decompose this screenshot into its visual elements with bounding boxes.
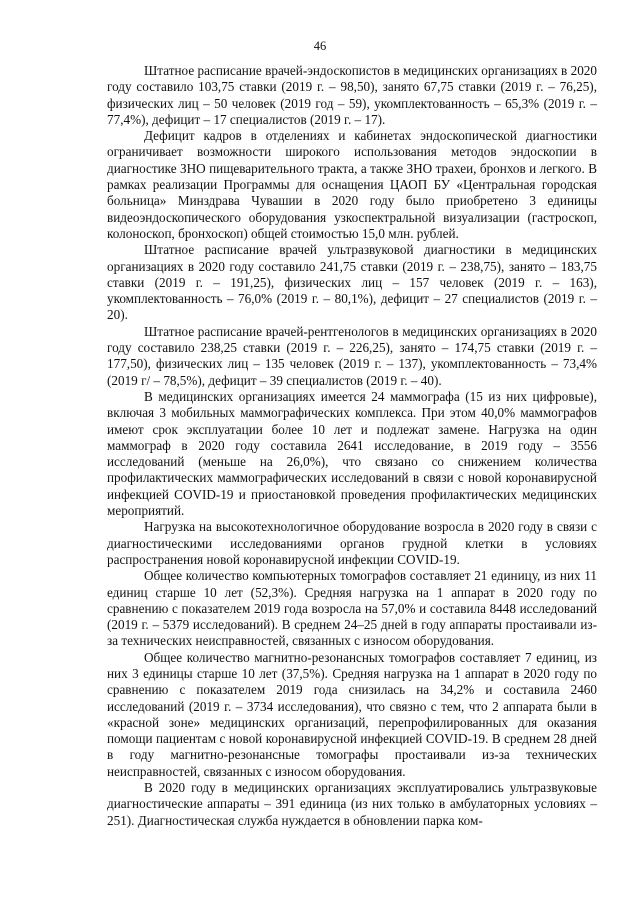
paragraph-mammographs: В медицинских организациях имеется 24 маммографа (15 из них цифровые), включая 3 мобильных маммографических комплекса. При этом 40,0% маммографов имеют срок эксплуатации более 10 лет и подлежат замене. Нагрузка на один маммограф в 2020 году составила 2641 исследование, в 2019 году – 3556 исследований (меньше на 26,0%), что связано со снижением количества профилактических маммографических исследований в связи с новой коронавирусной инфекцией COVID-19 и приостановкой проведения профилактических медицинских мероприятий. (107, 388, 597, 519)
paragraph-ultrasound-staffing: Штатное расписание врачей ультразвуковой диагностики в медицинских организациях в 2020 году составило 241,75 ставки (2019 г. – 238,75), занято – 183,75 ставки (2019 г. – 191,25), физических лиц – 157 человек (2019 г. – 163), укомплектованность – 76,0% (2019 г. – 80,1%), дефицит – 27 специалистов (2019 г. – 20). (107, 242, 597, 323)
paragraph-mri-scanners: Общее количество магнитно-резонансных томографов составляет 7 единиц, из них 3 единицы старше 10 лет (37,5%). Средняя нагрузка на 1 аппарат в 2020 году по сравнению с показателем 2019 года снизилась на 34,2% и составила 2460 исследований (2019 г. – 3734 исследования), что связно с тем, что 2 аппарата были в «красной зоне» медицинских организаций, перепрофилированных для оказания помощи пациентам с новой коронавирусной инфекцией COVID-19. В среднем 28 дней в году магнитно-резонансные томографы простаивали из-за технических неисправностей, связанных с износом оборудования. (107, 649, 597, 779)
paragraph-radiologists-staffing: Штатное расписание врачей-рентгенологов в медицинских организациях в 2020 году составило 238,25 ставки (2019 г. – 226,25), занято – 174,75 ставки (2019 г. – 177,50), физических лиц – 135 человек (2019 г. – 137), укомплектованность – 73,4% (2019 г/ – 78,5%), дефицит – 39 специалистов (2019 г. – 40). (107, 323, 597, 388)
body-text (107, 63, 597, 829)
paragraph-endoscopists-staffing: Штатное расписание врачей-эндоскопистов в медицинских организациях в 2020 году составило 103,75 ставки (2019 г. – 98,50), занято 67,75 ставки (2019 г. – 76,25), физических лиц – 50 человек (2019 год – 59), укомплектованность – 65,3% (2019 г. – 77,4%), дефицит – 17 специалистов (2019 г. – 17). (107, 63, 597, 127)
paragraph-ct-scanners: Общее количество компьютерных томографов составляет 21 единицу, из них 11 единиц старше 10 лет (52,3%). Средняя нагрузка на 1 аппарат в 2020 году по сравнению с показателем 2019 года возросла на 57,0% и составила 8448 исследований (2019 г. – 5379 исследований). В среднем 24–25 дней в году аппараты простаивали из-за технических неисправностей, связанных с износом оборудования. (107, 568, 597, 649)
paragraph-ultrasound-devices: В 2020 году в медицинских организациях эксплуатировались ультразвуковые диагностические аппараты – 391 единица (из них только в амбулаторных условиях – 251). Диагностическая служба нуждается в обновлении парка ком- (107, 780, 597, 828)
paragraph-hightech-load: Нагрузка на высокотехнологичное оборудование возросла в 2020 году в связи с диагностическими исследованиями органов грудной клетки в условиях распространения новой коронавирусной инфекции COVID-19. (107, 519, 597, 567)
paragraph-endoscopy-shortage: Дефицит кадров в отделениях и кабинетах эндоскопической диагностики ограничивает возможности широкого использования методов эндоскопии в диагностике ЗНО пищеварительного тракта, а также ЗНО трахеи, бронхов и легкого. В рамках реализации Программы для оснащения ЦАОП БУ «Центральная городская больница» Минздрава Чувашии в 2020 году было приобретено 3 единицы видеоэндоскопического оборудования узкоспектральной визуализации (гастроскоп, колоноскоп, бронхоскоп) общей стоимостью 15,0 млн. рублей. (107, 128, 597, 241)
page-number: 46 (313, 39, 327, 53)
